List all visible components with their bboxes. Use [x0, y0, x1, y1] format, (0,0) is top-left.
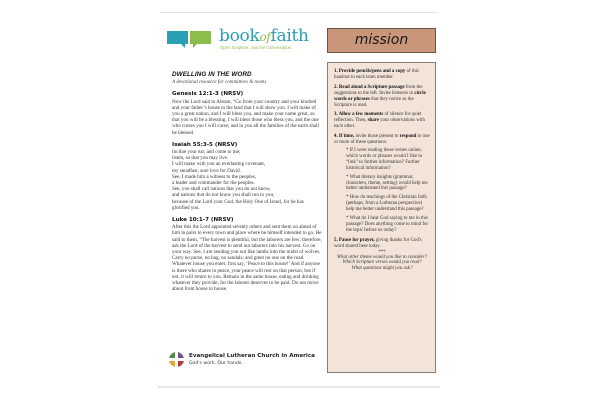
step-4-bold2: respond	[399, 134, 417, 140]
step-4	[334, 134, 430, 146]
step-1-bold: 1. Provide pencils/pens and a copy	[334, 69, 406, 74]
step-4-text: invite those present to	[354, 134, 400, 140]
logo-tagline: Open Scripture. Join the Conversation.	[220, 45, 293, 50]
verse-line: listen, so that you may live.	[172, 155, 229, 162]
logo-word-faith: faith	[270, 26, 309, 46]
verse-line: because of the Lord your God, the Holy One of Israel, for he has glorified you.	[172, 198, 304, 211]
speech-bubble-green-icon	[190, 31, 211, 44]
step-3-text-end: your observations with each other.	[334, 118, 425, 130]
step-1	[334, 69, 430, 81]
step-2-bold: 2. Read aloud a Scripture passage	[334, 84, 405, 90]
passage-ref-luke: Luke 10:1-7 (NRSV)	[172, 217, 234, 224]
question-item: * What literary insights (grammar, characters, theme, setting) would help me better understand this passage?	[346, 174, 428, 192]
passage-text-genesis: Now the Lord said to Abram, “Go from your country and your kindred and your father’s house to the land that I will show you. I will make of you a great nation, and I will bless you, and make your name great, so that you will be a blessing. I will bless those who bless you, and the one who curses you I will curse; and in you all the families of the earth shall be blessed.	[172, 98, 319, 136]
closing-question: What other theme would you like to consider?	[336, 254, 428, 260]
elca-name: Evangelical Lutheran Church in America	[189, 353, 315, 359]
step-3	[334, 112, 430, 130]
step-2	[334, 85, 430, 109]
scripture-column	[172, 72, 322, 293]
separator: ***	[378, 249, 386, 255]
question-item: * What do I hear God saying to me in this passage? Does anything come to mind for the topic before us today?	[346, 216, 429, 233]
logo-word-of: of	[259, 30, 271, 44]
step-4-bold: 4. If time,	[334, 134, 355, 140]
passage-ref-isaiah: Isaiah 55:3-5 (NRSV)	[172, 141, 238, 148]
step-3-text: of silence for quiet reflection. Then,	[334, 112, 422, 124]
closing-question: Which Scripture verses would you read?	[342, 260, 422, 266]
step-5	[334, 238, 430, 250]
verse-line: Incline your ear, and come to me;	[172, 149, 241, 156]
elca-logo	[169, 352, 319, 374]
step-3-bold2: share	[367, 118, 379, 124]
step-2-text-end: that they notice as the Scripture is read.	[334, 96, 414, 108]
verse-line: I will make with you an everlasting covenant,	[172, 161, 266, 168]
logo-word-book: book	[219, 26, 260, 46]
mission-header: mission	[327, 28, 436, 53]
step-3-bold: 3. Allow a few moments	[334, 112, 384, 118]
elca-cross-emblem-icon	[169, 352, 184, 367]
logo-wordmark	[219, 26, 309, 46]
verse-line: a leader and commander for the peoples.	[172, 180, 255, 187]
book-of-faith-logo	[167, 26, 317, 52]
question-item: * If I were reading these verses online, which words or phrases would I like to “link” to further information? Further historical information?	[346, 147, 423, 171]
elca-tagline: God's work. Our hands.	[189, 361, 243, 366]
mission-steps-box	[327, 62, 436, 373]
verse-line: and nations that do not know you shall run to you,	[172, 192, 275, 199]
passage-ref-genesis: Genesis 12:1-3 (NRSV)	[172, 91, 244, 98]
verse-line: See, I made him a witness to the peoples,	[172, 173, 257, 180]
verse-line: my steadfast, sure love for David.	[172, 167, 241, 174]
step-5-text: giving thanks for God's word shared here today.	[334, 237, 422, 249]
passage-text-luke: After this the Lord appointed seventy others and sent them on ahead of him in pairs to every town and place where he himself intended to go. He said to them, “The harvest is plentiful, but the laborers are few; therefore, ask the Lord of the harvest to send out laborers into his harvest. Go on your way. See, I am sending you out like lambs into the midst of wolves. Carry no purse, no bag, no sandals; and greet no one on the road. Whatever house you enter, first say, ‘Peace to this house!’ And if anyone is there who shares in peace, your peace will rest on that person; but if not, it will return to you. Remain in the same house, eating and drinking whatever they provide, for the laborer deserves to be paid. Do not move about from house to house.	[172, 224, 322, 293]
closing-question: What questions might you ask?	[351, 266, 413, 272]
speech-bubble-blue-icon	[167, 31, 188, 44]
page-shadow-bottom	[158, 386, 440, 388]
document-subtitle: A devotional resource for committees & teams	[172, 79, 267, 86]
step-2-bold2: circle words or phrases	[334, 90, 426, 102]
step-2-text: from the suggestions to the left. Invite listeners to	[334, 84, 423, 96]
question-item: * How do teachings of the Christian faith (perhaps, from a Lutheran perspective) help me better understand this passage?	[346, 195, 427, 213]
step-4-text-end: to one or more of these questions:	[334, 134, 430, 146]
verse-line: See, you shall call nations that you do not know,	[172, 186, 271, 193]
document-title: DWELLING IN THE WORD	[172, 71, 252, 78]
step-1-text: of this handout to each team member.	[334, 69, 419, 80]
step-5-bold: 5. Pause for prayer,	[334, 237, 375, 243]
